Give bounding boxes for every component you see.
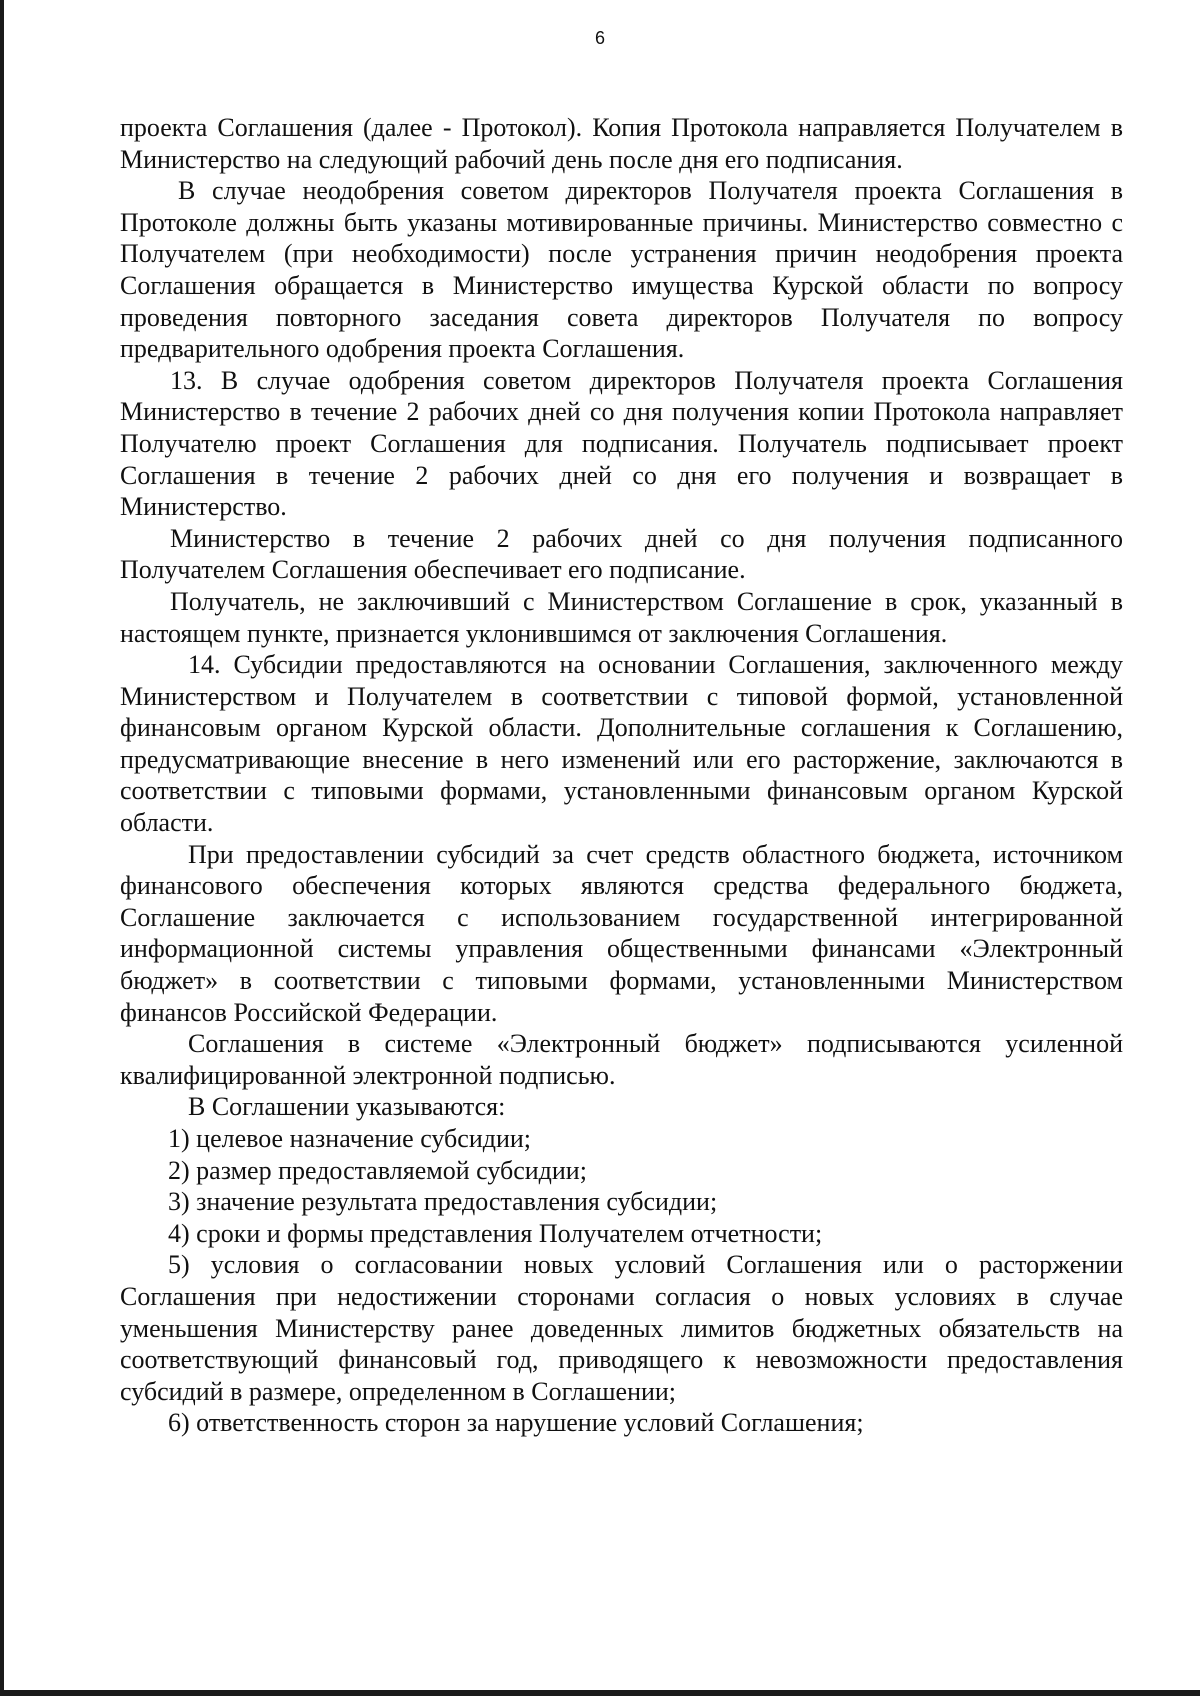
list-item-5: 5) условия о согласовании новых условий Соглашения или о расторжении Соглашения при недостижении сторонами согласия о новых условиях в случае уменьшения Министерству ранее доведенных лимитов бюджетных обязательств на соответствующий финансовый год, приводящего к невозможности предоставления субсидий в размере, определенном в Соглашении;	[120, 1250, 1123, 1406]
paragraph-evasion: Получатель, не заключивший с Министерством Соглашение в срок, указанный в настоящем пункте, признается уклонившимся от заключения Соглашения.	[120, 586, 1123, 648]
paragraph-protocol-copy: проекта Соглашения (далее - Протокол). Копия Протокола направляется Получателем в Министерство на следующий рабочий день после дня его подписания.	[120, 113, 1123, 174]
paragraph-ministry-signing: Министерство в течение 2 рабочих дней со дня получения подписанного Получателем Соглашения обеспечивает его подписание.	[120, 523, 1123, 585]
paragraph-item-14: 14. Субсидии предоставляются на основании Соглашения, заключенного между Министерством и Получателем в соответствии с типовой формой, установленной финансовым органом Курской области. Дополнительные соглашения к Соглашению, предусматривающие внесение в него изменений или его расторжение, заключаются в соответствии с типовыми формами, установленными финансовым органом Курской области.	[120, 650, 1123, 838]
list-item-2: 2) размер предоставляемой субсидии;	[168, 1155, 587, 1185]
paragraph-electronic-signature: Соглашения в системе «Электронный бюджет» подписываются усиленной квалифицированной электронной подписью.	[120, 1029, 1123, 1090]
list-item-4: 4) сроки и формы представления Получателем отчетности;	[168, 1218, 823, 1248]
scan-border-bottom	[0, 1690, 1200, 1696]
page-number: 6	[594, 28, 605, 48]
document-body	[120, 112, 1123, 1439]
paragraph-agreement-contents-heading: В Соглашении указываются:	[188, 1092, 506, 1122]
paragraph-federal-funds: При предоставлении субсидий за счет средств областного бюджета, источником финансового обеспечения которых являются средства федерального бюджета, Соглашение заключается с использованием государственной интегрированной информационной системы управления общественными финансами «Электронный бюджет» в соответствии с типовыми формами, установленными Министерством финансов Российской Федерации.	[120, 839, 1123, 1027]
list-item-1: 1) целевое назначение субсидии;	[168, 1124, 532, 1153]
list-item-6: 6) ответственность сторон за нарушение условий Соглашения;	[168, 1408, 864, 1438]
paragraph-disapproval: В случае неодобрения советом директоров Получателя проекта Соглашения в Протоколе должны быть указаны мотивированные причины. Министерство совместно с Получателем (при необходимости) после устранения причин неодобрения проекта Соглашения обращается в Министерство имущества Курской области по вопросу проведения повторного заседания совета директоров Получателя по вопросу предварительного одобрения проекта Соглашения.	[120, 176, 1123, 364]
scan-border-left	[0, 0, 4, 1696]
list-item-3: 3) значение результата предоставления субсидии;	[168, 1187, 718, 1217]
paragraph-item-13: 13. В случае одобрения советом директоров Получателя проекта Соглашения Министерство в течение 2 рабочих дней со дня получения копии Протокола направляет Получателю проект Соглашения для подписания. Получатель подписывает проект Соглашения в течение 2 рабочих дней со дня его получения и возвращает в Министерство.	[120, 365, 1123, 522]
